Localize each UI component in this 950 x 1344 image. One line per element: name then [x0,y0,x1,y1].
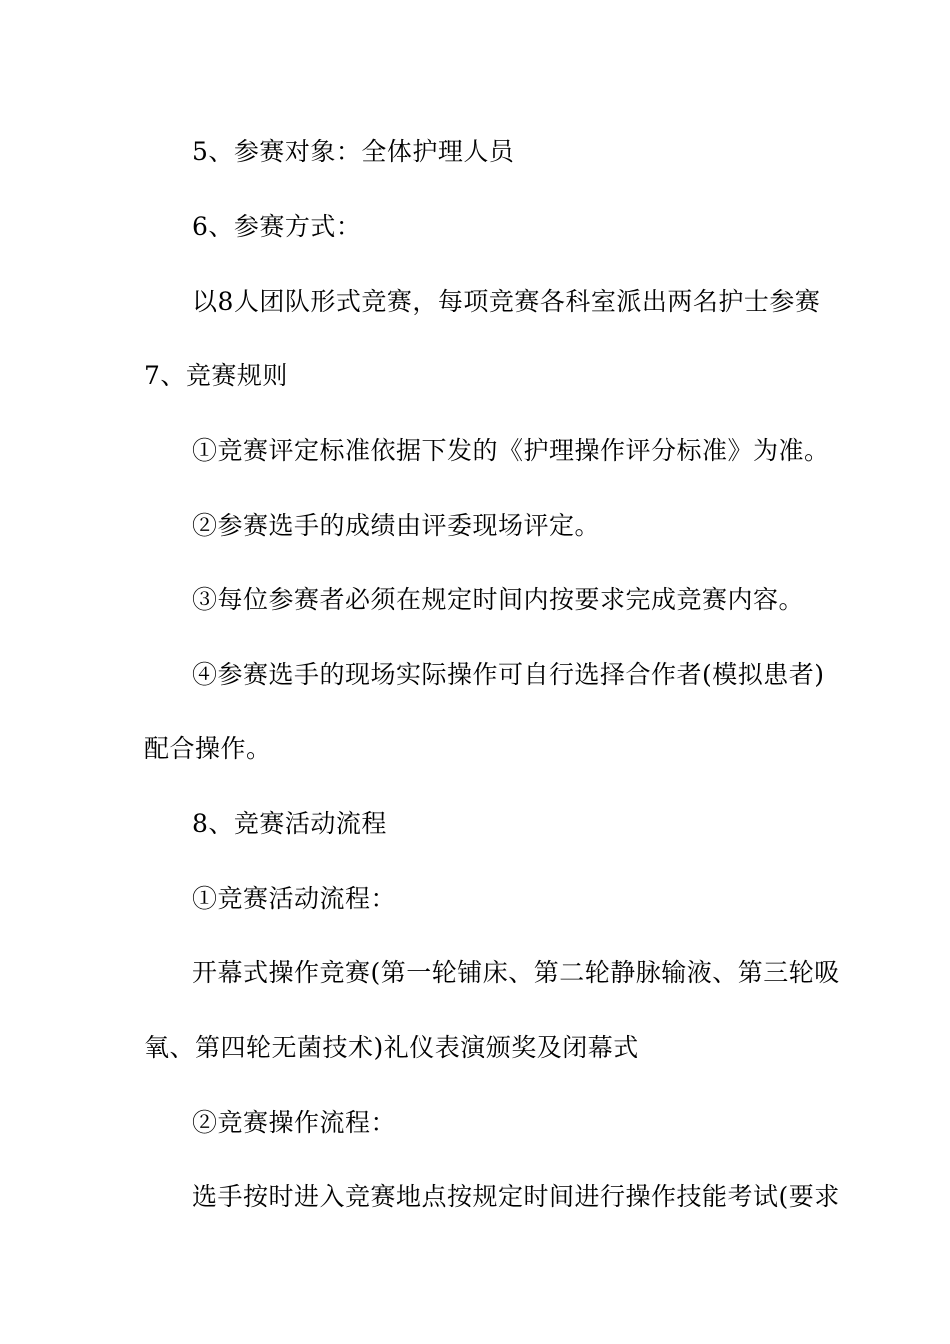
section-5-participants: 5、参赛对象：全体护理人员 [192,137,515,166]
flow-1-body-continued: 氧、第四轮无菌技术)礼仪表演颁奖及闭幕式 [144,1033,639,1062]
flow-2-heading: ②竞赛操作流程： [192,1108,397,1137]
section-8-heading: 8、竞赛活动流程 [192,809,387,838]
flow-2-body: 选手按时进入竞赛地点按规定时间进行操作技能考试(要求 [192,1182,840,1211]
section-6-heading: 6、参赛方式： [192,212,362,241]
flow-1-body: 开幕式操作竞赛(第一轮铺床、第二轮静脉输液、第三轮吸 [192,958,840,987]
rule-3: ③每位参赛者必须在规定时间内按要求完成竞赛内容。 [192,585,805,614]
section-7-heading: 7、竞赛规则 [144,361,288,390]
flow-1-heading: ①竞赛活动流程： [192,884,397,913]
rule-4-continued: 配合操作。 [144,734,272,763]
rule-1: ①竞赛评定标准依据下发的《护理操作评分标准》为准。 [192,436,830,465]
rule-2: ②参赛选手的成绩由评委现场评定。 [192,511,601,540]
section-6-body: 以8人团队形式竞赛，每项竞赛各科室派出两名护士参赛 [192,287,821,316]
rule-4: ④参赛选手的现场实际操作可自行选择合作者(模拟患者) [192,660,825,689]
